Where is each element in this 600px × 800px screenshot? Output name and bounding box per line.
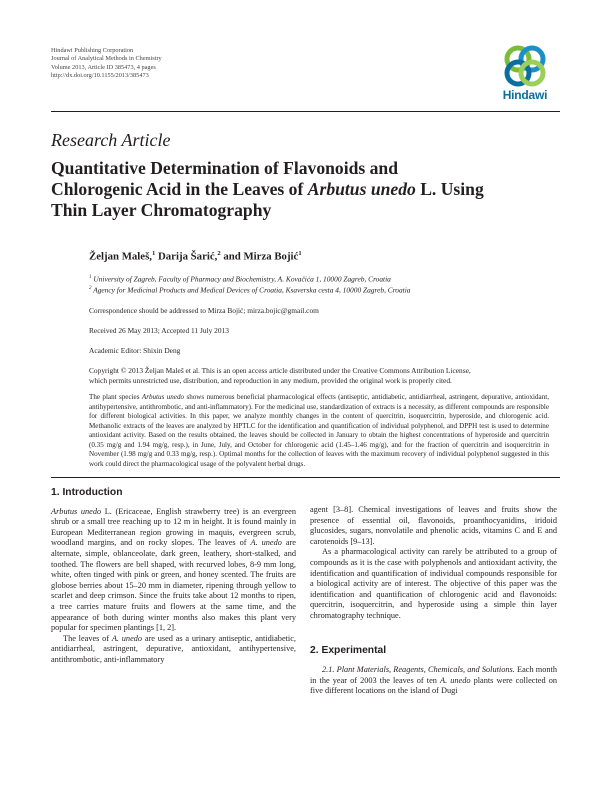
author-1: Željan Maleš, <box>89 250 152 263</box>
hindawi-logo-text: Hindawi <box>502 88 548 102</box>
author-list: Željan Maleš,$^1$ Darija Šarić,$^2$ and Mirza Bojić$^1$ <box>89 250 302 263</box>
academic-editor: Academic Editor: Shixin Deng <box>89 346 181 355</box>
hindawi-logo-icon <box>495 42 555 88</box>
affiliation-2: $^2$ Agency for Medicinal Products and Medical Devices of Croatia, Ksaverska cesta 4, 10000 Zagreb, Croatia <box>89 285 411 295</box>
author-2: Darija Šarić, <box>157 250 218 263</box>
title-line-1: Quantitative Determination of Flavonoids and <box>51 158 398 178</box>
volume-info: Volume 2013, Article ID 385473, 4 pages <box>51 63 156 71</box>
paper-title <box>51 158 531 221</box>
hindawi-logo <box>495 42 555 104</box>
abstract-rule <box>51 477 560 478</box>
experimental-heading: 2. Experimental <box>310 644 387 656</box>
title-line-2: Chlorogenic Acid in the Leaves of Arbutus unedo L. Using <box>51 179 484 199</box>
left-column <box>51 488 296 666</box>
publisher: Hindawi Publishing Corporation <box>51 47 134 54</box>
intro-paragraph-3: agent [3–8]. Chemical investigations of leaves and fruits show the presence of essential oil, flavonoids, proanthocyanidins, iridoid glucosides, sugars, nonvolatile and phenolic acids, vitamins C and E and carotenoids [9–13]. <box>310 505 557 546</box>
header-rule <box>51 111 560 112</box>
journal-header <box>51 47 311 80</box>
title-species: Arbutus unedo <box>307 179 416 199</box>
affiliation-1: $^1$ University of Zagreb, Faculty of Pharmacy and Biochemistry, A. Kovačića 1, 10000 Zagreb, Croatia <box>89 274 391 284</box>
correspondence: Correspondence should be addressed to Mirza Bojić; mirza.bojic@gmail.com <box>89 306 319 315</box>
right-column <box>310 505 557 697</box>
journal-name: Journal of Analytical Methods in Chemistry <box>51 55 162 63</box>
title-line-3: Thin Layer Chromatography <box>51 200 272 220</box>
intro-heading: 1. Introduction <box>51 487 123 498</box>
article-type: Research Article <box>51 130 171 150</box>
intro-paragraph-4: As a pharmacological activity can rarely be attributed to a group of compounds as it is the case with polyphenols and antioxidant activity, the identification and quantification of individual compounds responsible for a biological activity are of interest. The objective of this paper was the identification and quantification of chlorogenic acid and flavonoids: quercitrin, isoquercitrin, and hyperoside using a simple thin layer chromatography technique. <box>310 547 557 620</box>
abstract: The plant species Arbutus unedo shows numerous beneficial pharmacological effects (antiseptic, antidiabetic, antidiarrheal, astringent, depurative, antioxidant, antihypertensive, antithrombotic, and anti-inflammatory). For the medicinal use, standardization of extracts is a necessity, as different compounds are responsible for different biological activities. In this paper, we analyze monthly changes in the content of quercitrin, isoquercitrin, hyperoside, and chlorogenic acid. Methanolic extracts of the leaves are analyzed by HPTLC for the identification and quantification of individual polyphenol, and DPPH test is used to determine antioxidant activity. Based on the results obtained, the leaves should be collected in January to obtain the highest concentrations of hyperoside and quercitrin (0.35 mg/g and 1.94 mg/g, resp.), in June, July, and October for chlorogenic acid (1.45–1.46 mg/g), and for the fraction of quercitrin and isoquercitrin in November (1.98 mg/g and 0.33 mg/g, resp.). Optimal months for the collection of leaves with the maximum recovery of individual polyphenol suggested in this work could direct the pharmacological usage of the polyvalent herbal drugs. <box>89 393 549 468</box>
experimental-paragraph-1: 2.1. Plant Materials, Reagents, Chemicals, and Solutions. Each month in the year of 2003 the leaves of ten A. unedo plants were collected on five different locations on the island of Dugi <box>310 665 557 696</box>
doi-link[interactable]: http://dx.doi.org/10.1155/2013/385473 <box>51 71 149 79</box>
received-dates: Received 26 May 2013; Accepted 11 July 2013 <box>89 326 229 335</box>
intro-paragraph-1: Arbutus unedo L. (Ericaceae, English strawberry tree) is an evergreen shrub or a small tree reaching up to 12 m in height. It is found mainly in European Mediterranean region growing in maquis, evergreen scrub, woodland margins, and on rocky slopes. The leaves of A. unedo are alternate, simple, oblanceolate, dark green, leathery, short-stalked, and toothed. The flowers are bell shaped, with recurved lobes, 8-9 mm long, white, often tinged with pink or green, and honey scented. The fruits are globose berries about 15–20 mm in diameter, ripening through yellow to scarlet and deep crimson. Since the fruits take about 12 months to ripen, a tree carries mature fruits and flowers at the same time, and the appearance of both during winter months also makes this plant very popular for specimen plantings [1, 2]. <box>51 506 296 633</box>
abstract-species: Arbutus unedo <box>141 393 185 401</box>
author-3: and Mirza Bojić <box>223 250 299 263</box>
copyright: Copyright © 2013 Željan Maleš et al. This is an open access article distributed under the Creative Commons Attribution License, which permits unrestricted use, distribution, and reproduction in any medium, provided the original work is properly cited. <box>89 366 471 385</box>
intro-paragraph-2: The leaves of A. unedo are used as a urinary antiseptic, antidiabetic, antidiarrheal, astringent, depurative, antioxidant, antihypertensive, antithrombotic, anti-inflammatory <box>51 633 296 664</box>
